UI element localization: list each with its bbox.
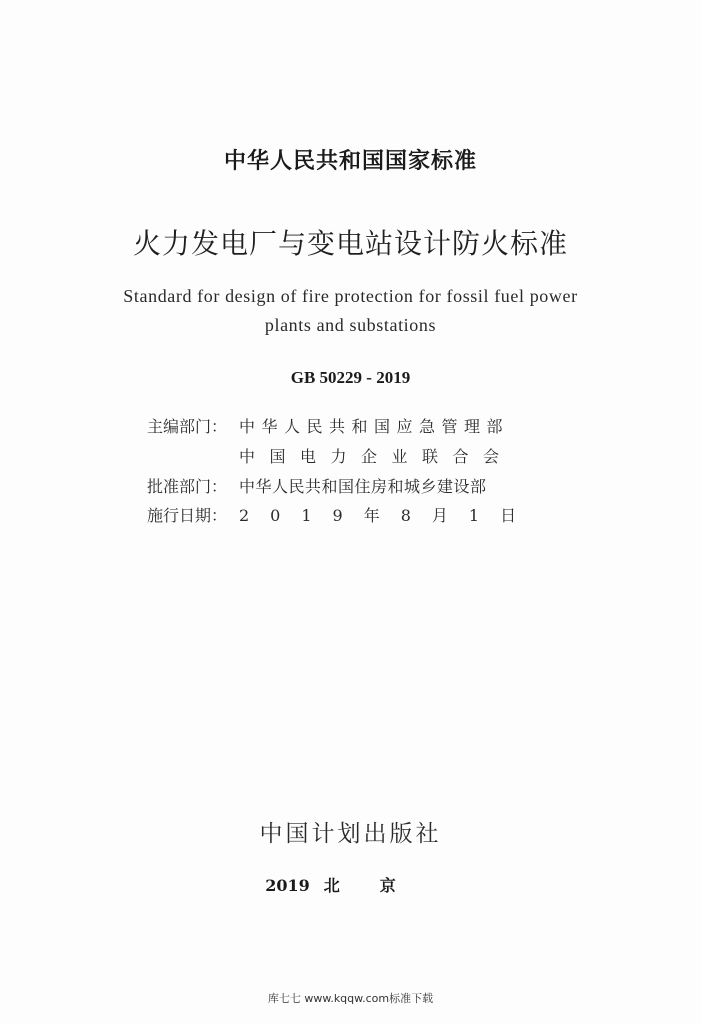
chief-editor-1: 中华人民共和国应急管理部	[239, 417, 510, 436]
effective-date: 2019年8月1日	[239, 506, 538, 525]
approval-label: 批准部门：	[147, 477, 228, 496]
chief-editors-row	[147, 414, 509, 437]
approval-dept: 中华人民共和国住房和城乡建设部	[239, 477, 487, 496]
effective-date-row	[147, 503, 537, 526]
standard-code: GB 50229 - 2019	[290, 368, 411, 387]
document-title-en-line2: plants and substations	[264, 315, 437, 335]
chief-editors-label: 主编部门：	[147, 417, 228, 436]
publisher-name: 中国计划出版社	[259, 821, 442, 847]
chief-editor-2: 中国电力企业联合会	[239, 447, 514, 466]
national-standard-heading: 中华人民共和国国家标准	[223, 149, 477, 174]
publication-line	[0, 873, 701, 896]
publication-year: 2019	[265, 876, 310, 895]
document-title-zh: 火力发电厂与变电站设计防火标准	[132, 227, 568, 260]
publication-city: 北京	[323, 876, 436, 895]
document-title-en-line1: Standard for design of fire protection for fossil fuel power	[123, 286, 578, 306]
footer-watermark: 库七七 www.kqqw.com标准下载	[267, 992, 434, 1005]
effective-date-label: 施行日期：	[147, 506, 228, 525]
approval-row	[147, 474, 487, 497]
